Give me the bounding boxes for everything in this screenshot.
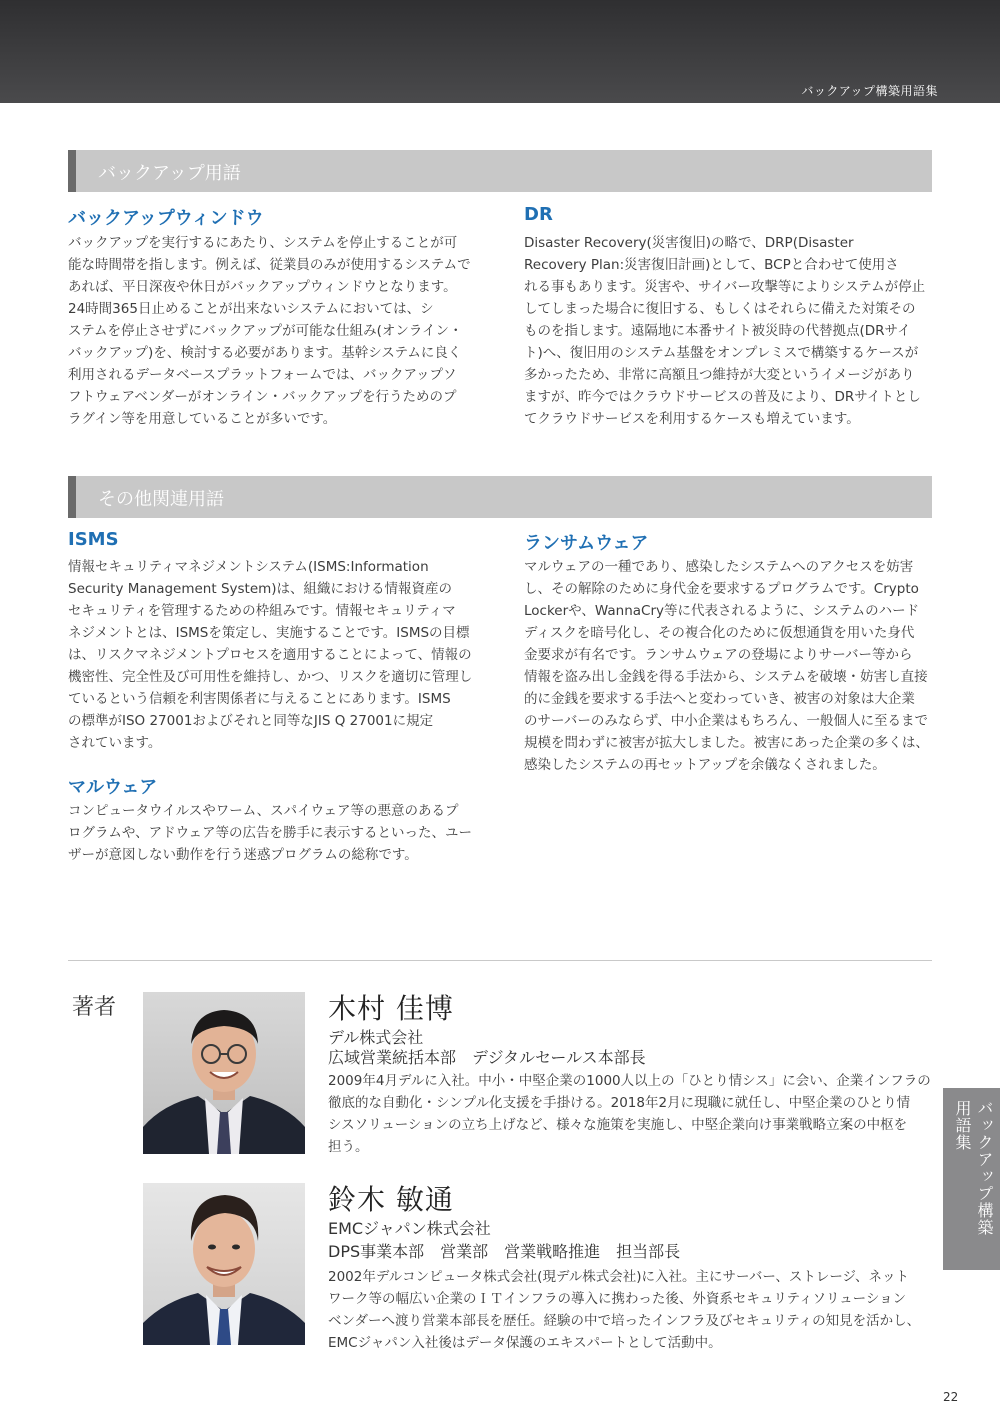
- header-label: バックアップ構築用語集: [801, 84, 938, 98]
- bio-line: シスソリューションの立ち上げなど、様々な施策を実施し、中堅企業向け事業戦略立案の中枢を: [328, 1117, 908, 1133]
- term-title-ransomware: ランサムウェア: [524, 533, 649, 554]
- author-photo-kimura: [143, 992, 305, 1154]
- body-line: 感染したシステムの再セットアップを余儀なくされました。: [524, 757, 886, 773]
- body-line: は、リスクマネジメントプロセスを適用することによって、情報の: [68, 647, 472, 663]
- body-line: あれば、平日深夜や休日がバックアップウィンドウとなります。: [68, 279, 457, 295]
- bio-line: ワーク等の幅広い企業のＩＴインフラの導入に携わった後、外資系セキュリティソリューション: [328, 1291, 907, 1307]
- body-line: Lockerや、WannaCry等に代表されるように、システムのハード: [524, 603, 920, 619]
- body-line: ものを指します。遠隔地に本番サイト被災時の代替拠点(DRサイ: [524, 323, 911, 339]
- author-department: DPS事業本部 営業部 営業戦略推進 担当部長: [328, 1242, 681, 1261]
- body-line: セキュリティを管理するための枠組みです。情報セキュリティマ: [68, 603, 456, 619]
- section-heading-backup-terms: [68, 150, 932, 192]
- bio-line: ベンダーへ渡り営業本部長を歴任。経験の中で培ったインフラ及びセキュリティの知見を活かし、: [328, 1313, 921, 1329]
- body-line: 金要求が有名です。ランサムウェアの登場によりサーバー等から: [524, 647, 913, 663]
- body-line: ラグイン等を用意していることが多いです。: [68, 411, 337, 427]
- bio-line: 2002年デルコンピュータ株式会社(現デル株式会社)に入社。主にサーバー、ストレージ、ネット: [328, 1269, 909, 1285]
- body-line: バックアップ)を、検討する必要があります。基幹システムに良く: [68, 345, 462, 361]
- bio-line: EMCジャパン入社後はデータ保護のエキスパートとして活動中。: [328, 1335, 722, 1351]
- side-tab-subtitle: 用語集: [953, 1100, 972, 1151]
- body-line: ますが、昨今ではクラウドサービスの普及により、DRサイトとし: [524, 389, 921, 405]
- authors-label: 著者: [72, 995, 117, 1020]
- body-line: ログラムや、アドウェア等の広告を勝手に表示するといった、ユー: [68, 825, 473, 841]
- body-line: 多かったため、非常に高額且つ維持が大変というイメージがあり: [524, 367, 915, 383]
- term-body-ransomware: [524, 556, 932, 776]
- top-header-bar: [0, 0, 1000, 103]
- body-line: てクラウドサービスを利用するケースも増えています。: [524, 411, 860, 427]
- term-body-backup-window: [68, 232, 476, 430]
- term-title-dr: DR: [524, 204, 553, 225]
- bio-line: 徹底的な自動化・シンプル化支援を手掛ける。2018年2月に現職に就任し、中堅企業のひとり情: [328, 1095, 911, 1111]
- author-portrait-image: [143, 1183, 305, 1345]
- author-department: 広域営業統括本部 デジタルセールス本部長: [328, 1048, 646, 1067]
- author-bio: [328, 1266, 932, 1354]
- body-line: フトウェアベンダーがオンライン・バックアップを行うためのプ: [68, 389, 457, 405]
- body-line: ステムを停止させずにバックアップが可能な仕組み(オンライン・: [68, 323, 463, 339]
- body-line: 規模を問わずに被害が拡大しました。被害にあった企業の多くは、: [524, 735, 929, 751]
- body-line: Disaster Recovery(災害復旧)の略で、DRP(Disaster: [524, 235, 854, 251]
- author-company: デル株式会社: [328, 1028, 424, 1047]
- body-line: バックアップを実行するにあたり、システムを停止することが可: [68, 235, 458, 251]
- body-line: のサーバーのみならず、中小企業はもちろん、一般個人に至るまで: [524, 713, 929, 729]
- bio-line: 担う。: [328, 1139, 369, 1155]
- page-number: 22: [943, 1390, 959, 1404]
- body-line: の標準がISO 27001およびそれと同等なJIS Q 27001に規定: [68, 713, 434, 729]
- body-line: 24時間365日止めることが出来ないシステムにおいては、シ: [68, 301, 434, 317]
- section-heading-related-terms: [68, 476, 932, 518]
- body-line: ディスクを暗号化し、その複合化のために仮想通貨を用いた身代: [524, 625, 915, 641]
- term-body-dr: [524, 232, 932, 430]
- body-line: Security Management System)は、組織における情報資産の: [68, 581, 453, 597]
- body-line: 情報を盗み出し金銭を得る手法から、システムを破壊・妨害し直接: [524, 669, 928, 685]
- body-line: れる事もあります。災害や、サイバー攻撃等によりシステムが停止: [524, 279, 926, 295]
- term-title-malware: マルウェア: [68, 777, 158, 798]
- side-tab-title: バックアップ構築: [975, 1100, 994, 1236]
- body-line: 機密性、完全性及び可用性を維持し、かつ、リスクを適切に管理し: [68, 669, 473, 685]
- body-line: ト)へ、復旧用のシステム基盤をオンプレミスで構築するケースが: [524, 345, 919, 361]
- term-body-malware: [68, 800, 476, 866]
- side-index-tab: [943, 1088, 1000, 1270]
- author-name: 鈴木 敏通: [328, 1183, 454, 1216]
- author-name: 木村 佳博: [328, 992, 454, 1025]
- body-line: されています。: [68, 735, 162, 751]
- author-portrait-image: [143, 992, 305, 1154]
- term-title-isms: ISMS: [68, 529, 119, 550]
- section-title: バックアップ用語: [98, 163, 241, 184]
- body-line: ているという信頼を利害関係者に与えることにあります。ISMS: [68, 691, 451, 707]
- body-line: 能な時間帯を指します。例えば、従業員のみが使用するシステムで: [68, 257, 471, 273]
- body-line: してしまった場合に復旧する、もしくはそれらに備えた対策その: [524, 301, 916, 317]
- body-line: コンピュータウイルスやワーム、スパイウェア等の悪意のあるプ: [68, 803, 459, 819]
- body-line: 情報セキュリティマネジメントシステム(ISMS:Information: [68, 559, 429, 575]
- body-line: ネジメントとは、ISMSを策定し、実施することです。ISMSの目標: [68, 625, 470, 641]
- body-line: ザーが意図しない動作を行う迷惑プログラムの総称です。: [68, 847, 418, 863]
- section-title: その他関連用語: [98, 489, 224, 510]
- body-line: Recovery Plan:災害復旧計画)として、BCPと合わせて使用さ: [524, 257, 899, 273]
- term-body-isms: [68, 556, 476, 754]
- bio-line: 2009年4月デルに入社。中小・中堅企業の1000人以上の「ひとり情シス」に会い、企業インフラの: [328, 1073, 931, 1089]
- author-photo-suzuki: [143, 1183, 305, 1345]
- term-title-backup-window: バックアップウィンドウ: [68, 208, 264, 229]
- divider-rule: [68, 960, 932, 961]
- body-line: 的に金銭を要求する手法へと変わっていき、被害の対象は大企業: [524, 691, 915, 707]
- body-line: 利用されるデータベースプラットフォームでは、バックアップソ: [68, 367, 457, 383]
- author-company: EMCジャパン株式会社: [328, 1219, 491, 1238]
- author-bio: [328, 1070, 932, 1158]
- body-line: し、その解除のために身代金を要求するプログラムです。Crypto: [524, 581, 919, 597]
- body-line: マルウェアの一種であり、感染したシステムへのアクセスを妨害: [524, 559, 914, 575]
